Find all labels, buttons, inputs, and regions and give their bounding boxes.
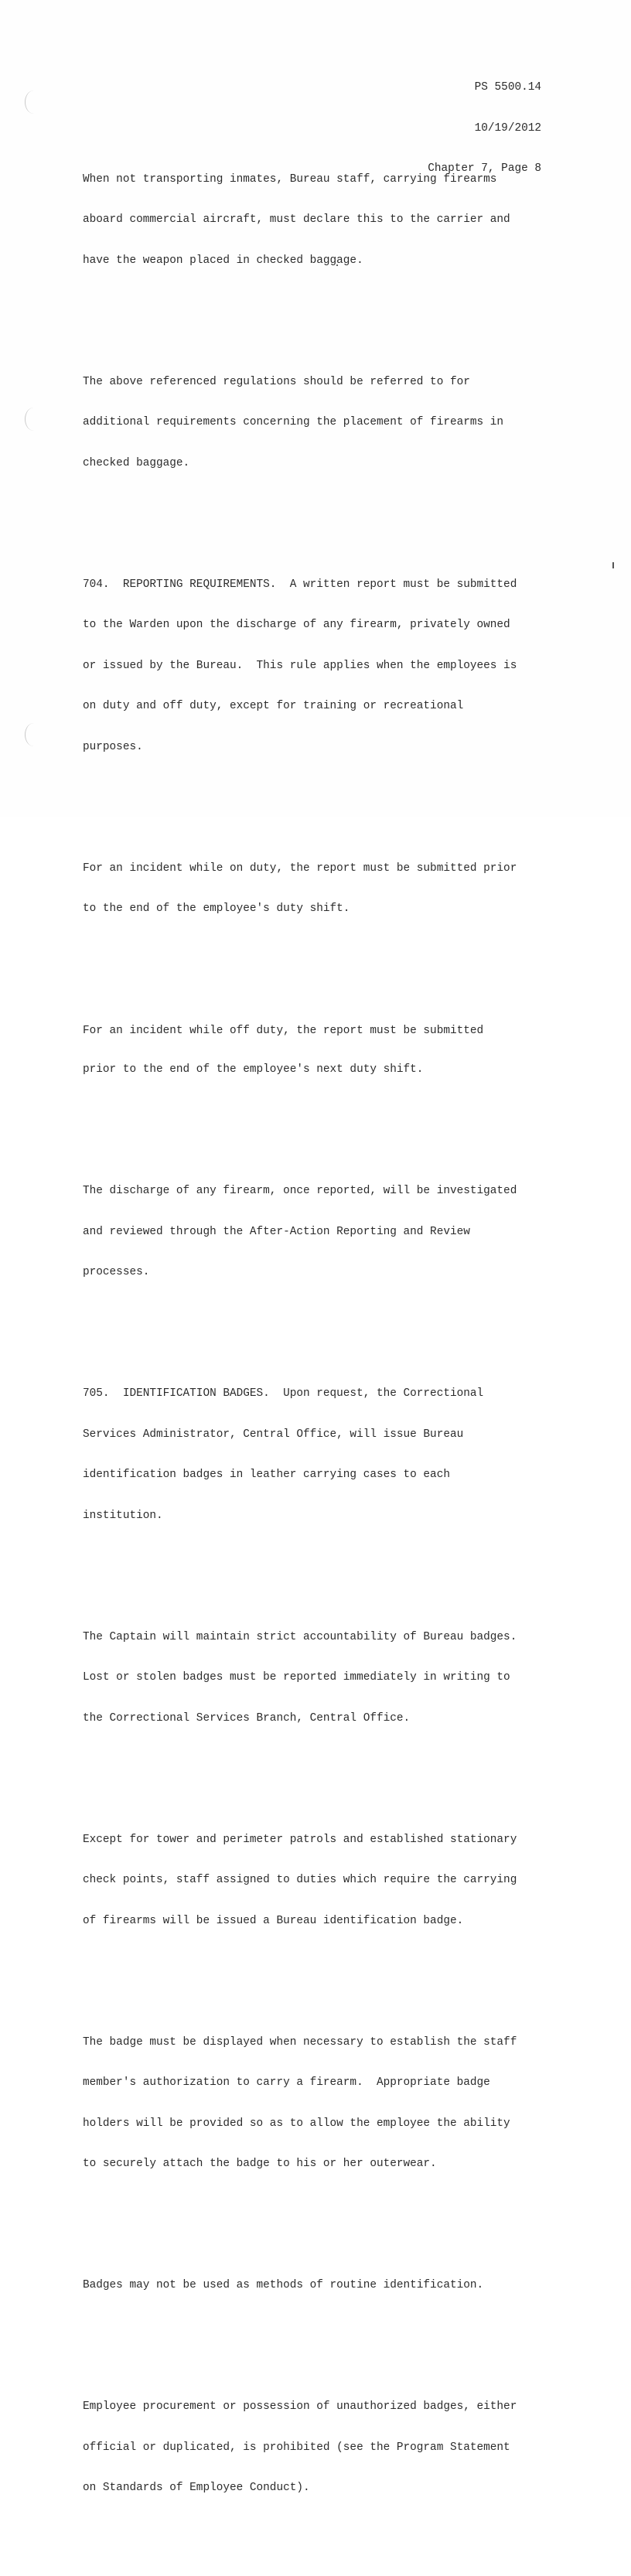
text-line: checked baggage. <box>83 456 190 469</box>
text-line: Employee procurement or possession of unauthorized badges, either <box>83 2400 517 2413</box>
section-704-reporting-requirements <box>83 551 562 782</box>
paragraph-aircraft <box>83 146 562 295</box>
text-line: to the end of the employee's duty shift. <box>83 902 350 915</box>
document-number: PS 5500.14 <box>474 81 541 94</box>
text-line: processes. <box>83 1266 150 1278</box>
punch-hole-middle <box>25 408 43 431</box>
document-date: 10/19/2012 <box>474 121 541 135</box>
paragraph-captain-accountability <box>83 1604 562 1753</box>
text-line: The above referenced regulations should be referred to for <box>83 375 470 388</box>
paragraph-badge-display <box>83 2009 562 2199</box>
text-line: Except for tower and perimeter patrols and established stationary <box>83 1833 517 1846</box>
punch-hole-bottom <box>25 723 43 746</box>
text-line: or issued by the Bureau. This rule applies when the employees is <box>83 659 517 672</box>
document-body <box>83 105 562 2576</box>
text-line: the Correctional Services Branch, Central Office. <box>83 1711 411 1725</box>
text-line: The badge must be displayed when necessary to establish the staff <box>83 2035 517 2049</box>
punch-hole-top <box>25 90 43 114</box>
paragraph-on-duty-incident <box>83 835 562 943</box>
edge-mark <box>612 562 614 568</box>
text-line: The discharge of any firearm, once reported, will be investigated <box>83 1185 517 1197</box>
text-line: Badges may not be used as methods of routine identification. <box>83 2279 484 2291</box>
text-line: aboard commercial aircraft, must declare this to the carrier and <box>83 213 510 226</box>
text-line: official or duplicated, is prohibited (see the Program Statement <box>83 2441 510 2454</box>
text-line: When not transporting inmates, Bureau staff, carrying firearms <box>83 172 497 186</box>
paragraph-badge-issuance <box>83 1807 562 1956</box>
paragraph-regulations <box>83 349 562 498</box>
text-line: prior to the end of the employee's next duty shift. <box>83 1063 424 1076</box>
text-line: additional requirements concerning the placement of firearms in <box>83 416 504 428</box>
paragraph-badge-usage <box>83 2252 562 2320</box>
text-line: Lost or stolen badges must be reported immediately in writing to <box>83 1671 510 1684</box>
text-line: identification badges in leather carrying cases to each <box>83 1469 450 1481</box>
text-line: For an incident while on duty, the report must be submitted prior <box>83 862 517 875</box>
section-705-identification-badges <box>83 1360 562 1550</box>
text-line: have the weapon placed in checked baggage. <box>83 254 363 267</box>
text-line: and reviewed through the After-Action Reporting and Review <box>83 1225 470 1238</box>
text-line: member's authorization to carry a firearm. Appropriate badge <box>83 2076 490 2089</box>
text-line: The Captain will maintain strict accountability of Bureau badges. <box>83 1630 517 1643</box>
chapter-page-reference: Chapter 7, Page 8 <box>428 162 541 175</box>
paragraph-investigation <box>83 1158 562 1307</box>
text-line: holders will be provided so as to allow the employee the ability <box>83 2117 510 2130</box>
text-line-clipped: For an incident while off duty, the report must be submitted <box>83 1025 484 1037</box>
paragraph-unauthorized-badges <box>83 2373 562 2523</box>
text-line: on Standards of Employee Conduct). <box>83 2482 310 2494</box>
paragraph-off-duty-incident <box>83 997 562 1104</box>
text-line: Services Administrator, Central Office, will issue Bureau <box>83 1428 464 1441</box>
text-line: on duty and off duty, except for training or recreational <box>83 700 464 712</box>
text-line: purposes. <box>83 740 143 753</box>
text-line: institution. <box>83 1509 163 1522</box>
text-line: to the Warden upon the discharge of any firearm, privately owned <box>83 619 510 631</box>
text-line: 705. IDENTIFICATION BADGES. Upon request, the Correctional <box>83 1387 484 1400</box>
text-line: to securely attach the badge to his or her outerwear. <box>83 2158 437 2170</box>
text-line: 704. REPORTING REQUIREMENTS. A written report must be submitted <box>83 578 517 591</box>
text-line: check points, staff assigned to duties which require the carrying <box>83 1874 517 1886</box>
text-line: of firearms will be issued a Bureau identification badge. <box>83 1914 464 1927</box>
